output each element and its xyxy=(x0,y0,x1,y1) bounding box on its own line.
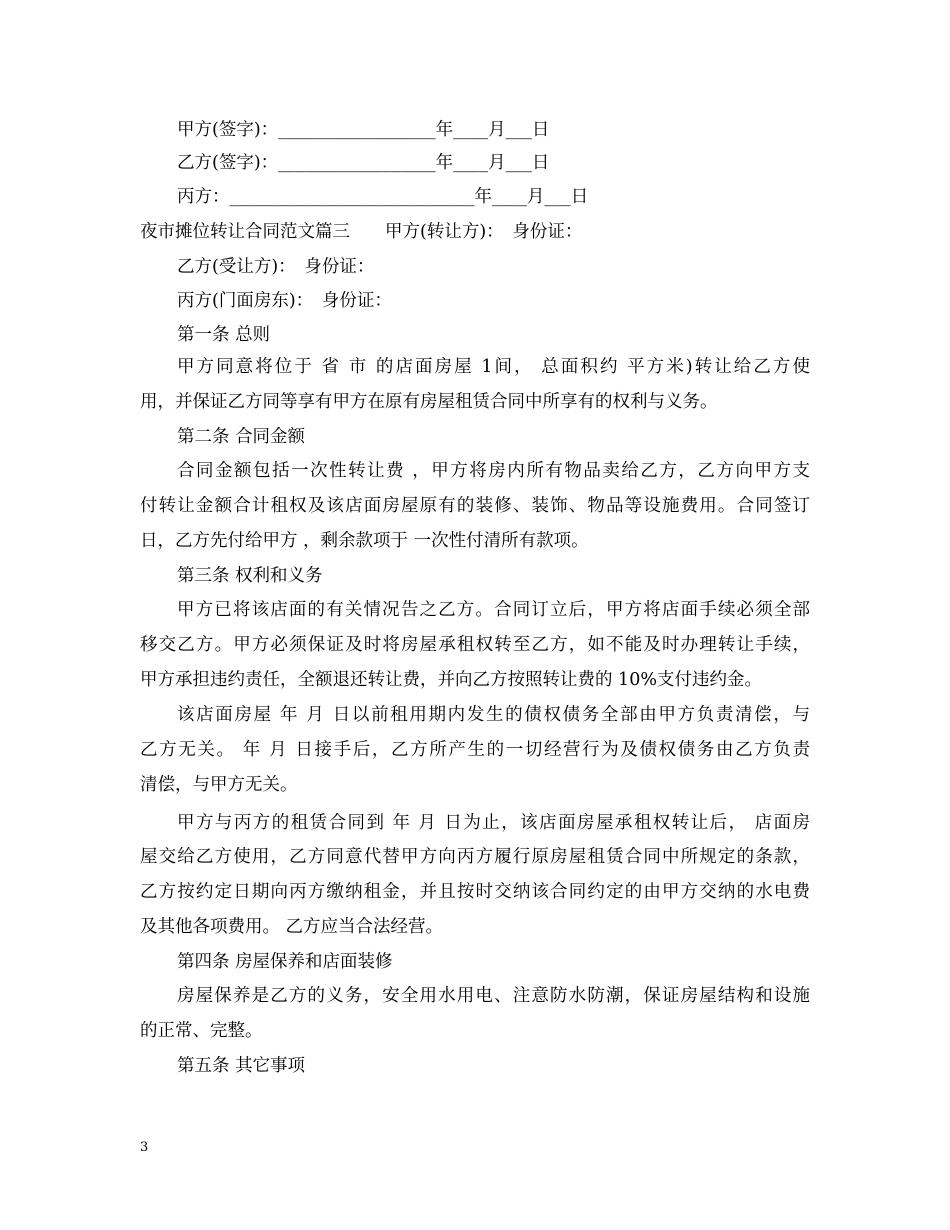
signature-line-party-c: 丙方：____________________________年____月___日 xyxy=(177,187,589,207)
signature-line-party-b: 乙方(签字)：__________________年____月___日 xyxy=(177,153,550,173)
article-4-heading: 第四条 房屋保养和店面装修 xyxy=(177,952,393,972)
paragraph-line: 合同金额包括一次性转让费 ，甲方将房内所有物品卖给乙方，乙方向甲方支 xyxy=(177,461,810,481)
paragraph-line: 移交乙方。甲方必须保证及时将房屋承租权转至乙方，如不能及时办理转让手续， xyxy=(140,635,810,655)
paragraph-line: 清偿，与甲方无关。 xyxy=(140,775,298,795)
article-1-heading: 第一条 总则 xyxy=(177,325,271,345)
party-b-line: 乙方(受让方)： 身份证： xyxy=(177,257,375,277)
paragraph-line: 甲方与丙方的租赁合同到 年 月 日为止，该店面房屋承租权转让后， 店面房 xyxy=(177,813,810,833)
party-c-line: 丙方(门面房东)： 身份证： xyxy=(177,291,392,311)
article-2-heading: 第二条 合同金额 xyxy=(177,427,306,447)
paragraph-line: 的正常、完整。 xyxy=(140,1021,263,1041)
paragraph-line: 甲方已将该店面的有关情况告之乙方。合同订立后，甲方将店面手续必须全部 xyxy=(177,600,810,620)
signature-line-party-a: 甲方(签字)：__________________年____月___日 xyxy=(177,120,550,140)
paragraph-line: 用，并保证乙方同等享有甲方在原有房屋租赁合同中所享有的权利与义务。 xyxy=(140,392,718,412)
paragraph-line: 乙方按约定日期向丙方缴纳租金，并且按时交纳该合同约定的由甲方交纳的水电费 xyxy=(140,882,810,902)
paragraph-line: 付转让金额合计租权及该店面房屋原有的装修、装饰、物品等设施费用。合同签订 xyxy=(140,496,810,516)
paragraph-line: 该店面房屋 年 月 日以前租用期内发生的债权债务全部由甲方负责清偿，与 xyxy=(177,705,810,725)
paragraph-line: 日，乙方先付给甲方 ，剩余款项于 一次性付清所有款项。 xyxy=(140,531,589,551)
paragraph-line: 甲方承担违约责任，全额退还转让费，并向乙方按照转让费的 10%支付违约金。 xyxy=(140,670,762,690)
paragraph-line: 及其他各项费用。 乙方应当合法经营。 xyxy=(140,917,444,937)
page-number: 3 xyxy=(140,1140,149,1155)
paragraph-line: 乙方无关。 年 月 日接手后，乙方所产生的一切经营行为及债权债务由乙方负责 xyxy=(140,740,810,760)
paragraph-line: 房屋保养是乙方的义务，安全用水用电、注意防水防潮，保证房屋结构和设施 xyxy=(177,986,810,1006)
paragraph-line: 屋交给乙方使用，乙方同意代替甲方向丙方履行原房屋租赁合同中所规定的条款， xyxy=(140,847,810,867)
section-heading-title: 夜市摊位转让合同范文篇三 甲方(转让方)： 身份证： xyxy=(140,222,583,242)
paragraph-line: 甲方同意将位于 省 市 的店面房屋 1间， 总面积约 平方米)转让给乙方使 xyxy=(177,357,810,377)
article-5-heading: 第五条 其它事项 xyxy=(177,1056,306,1076)
article-3-heading: 第三条 权利和义务 xyxy=(177,566,323,586)
